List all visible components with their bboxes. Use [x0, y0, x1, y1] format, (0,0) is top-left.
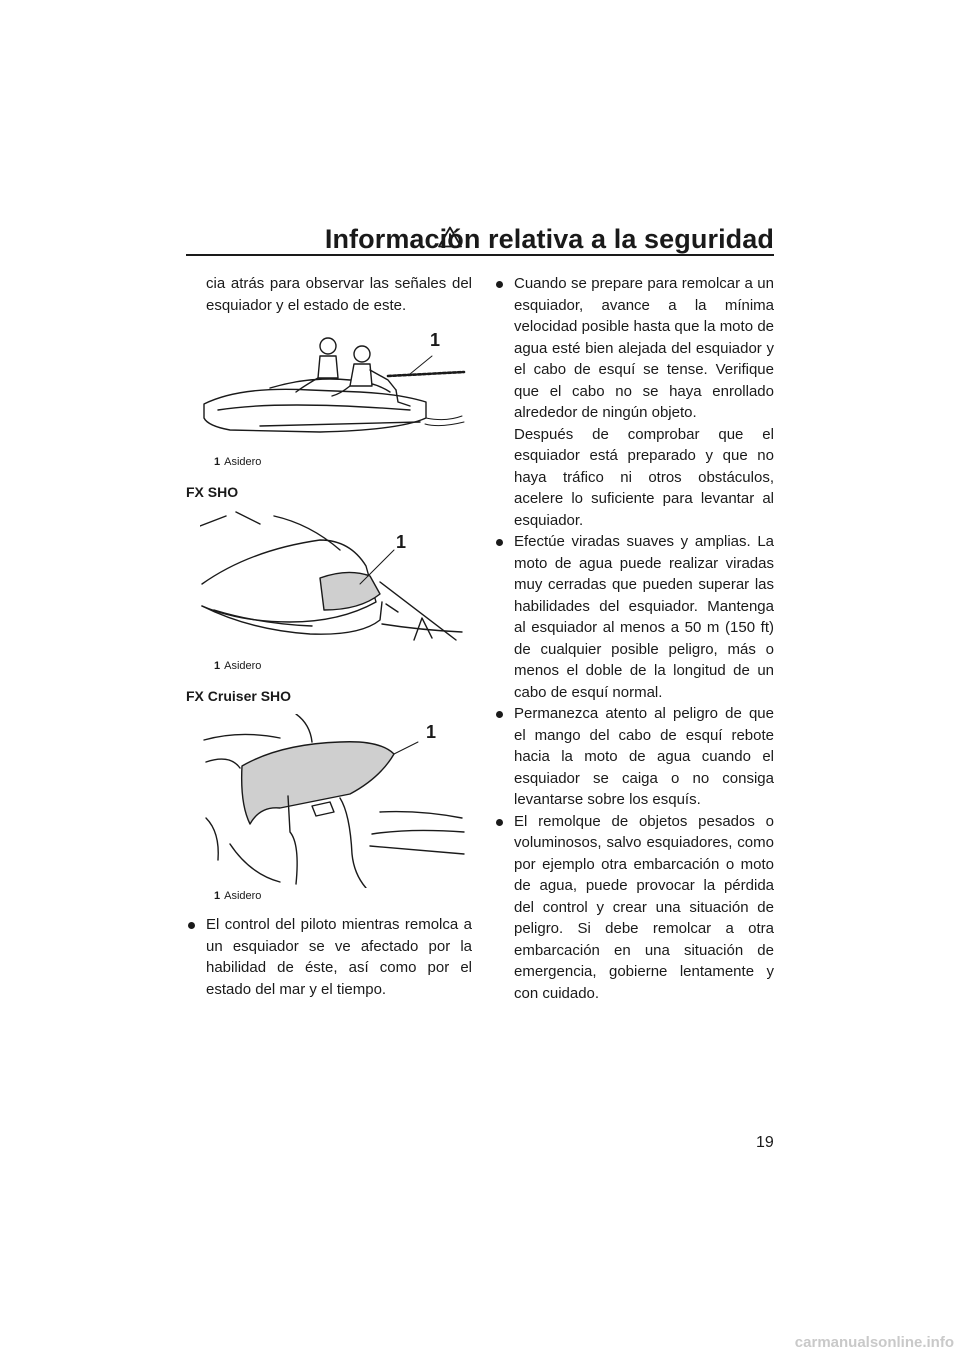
bullet-icon: [496, 819, 503, 826]
page-number: 19: [756, 1134, 774, 1151]
figure-caption: [214, 660, 472, 672]
figure-callout: 1: [396, 532, 407, 552]
bullet-icon: [496, 711, 503, 718]
bullet-icon: [188, 922, 195, 929]
bullet-icon: [496, 281, 503, 288]
caption-label: Asidero: [224, 890, 262, 902]
bullet-item: [494, 273, 774, 424]
bullet-icon: [496, 539, 503, 546]
caption-label: Asidero: [224, 456, 262, 468]
bullet-text: Cuando se prepare para remolcar a un esquiador, avance a la mínima velocidad posible hasta que la moto de agua esté bien alejada del esquiador y el cabo de esquí se tense. Verifique que el cabo no se haya enrollado alrededor de ningún objeto.: [514, 275, 774, 421]
figure-fx-sho: [200, 510, 472, 658]
bullet-text: El control del piloto mientras remolca a un esquiador se ve afectado por la habilidad de éste, así como por el estado del mar y el tiempo.: [206, 916, 472, 998]
caption-label: Asidero: [224, 660, 262, 672]
bullet-item: [494, 531, 774, 703]
bullet-item: [186, 914, 472, 1000]
bullet-item: [494, 703, 774, 811]
bullet-text: Efectúe viradas suaves y amplias. La moto de agua puede realizar viradas muy cerradas que pueden superar las habilidades del esquiador. Mantenga al esquiador al menos a 50 m (150 ft) de cualquier posible peligro, más o menos el doble de la longitud de un cabo de esquí normal.: [514, 533, 774, 701]
continuation-text: Después de comprobar que el esquiador está preparado y que no haya tráfico ni otros obstáculos, acelere lo suficiente para levantar al esquiador.: [514, 425, 774, 529]
right-column: [494, 273, 774, 1004]
figure-callout: 1: [430, 330, 441, 350]
model-label: FX SHO: [186, 484, 239, 500]
caption-number: 1: [214, 456, 221, 468]
page-header: [186, 224, 774, 260]
figure-fx-cruiser-sho: [200, 714, 472, 888]
figure-callout: 1: [426, 722, 437, 742]
caption-number: 1: [214, 890, 221, 902]
fx-sho-grab-handle-illustration: [200, 510, 466, 658]
caption-number: 1: [214, 660, 221, 672]
left-column: [186, 273, 472, 1000]
header-rule: [186, 254, 774, 256]
bullet-item: [494, 811, 774, 1005]
figure-towing: [200, 326, 472, 454]
bullet-text: El remolque de objetos pesados o voluminosos, salvo esquiadores, como por ejemplo otra embarcación o moto de agua, puede provocar la pérdida del control y crear una situación de peligro. Si debe remolcar a otra embarcación en una situación de emergencia, gobierne lentamente y con cuidado.: [514, 812, 774, 1002]
page-title: Información relativa a la seguridad: [324, 224, 774, 254]
model-label: FX Cruiser SHO: [186, 688, 292, 704]
intro-text: cia atrás para observar las señales del esquiador y el estado de este.: [206, 275, 472, 314]
figure-caption: [214, 456, 472, 468]
watermark: carmanualsonline.info: [794, 1334, 954, 1351]
bullet-text: Permanezca atento al peligro de que el mango del cabo de esquí rebote hacia la moto de agua cuando el esquiador se caiga o no consiga levantarse sobre los esquís.: [514, 705, 774, 808]
figure-caption: [214, 890, 472, 902]
jetski-towing-illustration: [200, 326, 466, 454]
